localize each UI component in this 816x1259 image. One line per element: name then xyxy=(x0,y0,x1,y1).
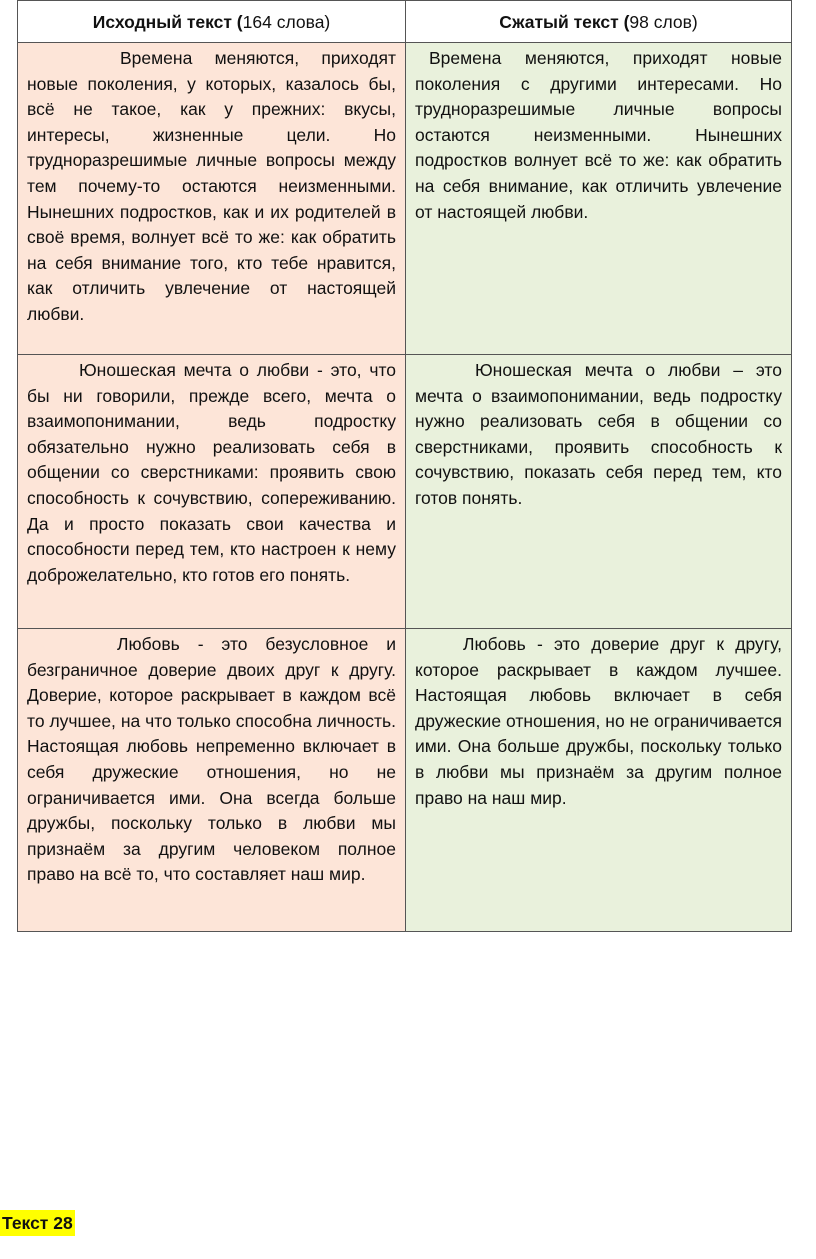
table-row xyxy=(18,355,792,629)
header-compressed-count: 98 слов) xyxy=(629,11,698,32)
header-compressed-label: Сжатый текст ( xyxy=(499,11,630,32)
header-original-label: Исходный текст ( xyxy=(92,11,243,32)
comparison-table xyxy=(17,0,792,932)
table-row xyxy=(18,629,792,932)
compressed-paragraph-1: Времена меняются, приходят новые поколения с другими интересами. Но трудноразрешимые личные вопросы остаются неизменными. Нынешних подростков волнует всё то же: как обратить на себя внимание, как отличить увлечение от настоящей любви. xyxy=(415,48,782,222)
table-row xyxy=(18,43,792,355)
header-original-count: 164 слова) xyxy=(242,11,331,32)
original-text-cell xyxy=(18,355,406,629)
compressed-text-cell xyxy=(406,629,792,932)
header-row xyxy=(18,1,792,43)
original-paragraph-1: Времена меняются, приходят новые поколения, у которых, казалось бы, всё не такое, как у прежних: вкусы, интересы, жизненные цели. Но трудноразрешимые личные вопросы между тем почему-то остаются неизменными. Нынешних подростков, как и их родителей в своё время, волнует всё то же: как обратить на себя внимание того, кто тебе нравится, как отличить увлечение от настоящей любви. xyxy=(27,48,396,324)
compressed-paragraph-3: Любовь - это доверие друг к другу, которое раскрывает в каждом лучшее. Настоящая любовь включает в себя дружеские отношения, но не ограничивается ими. Она больше дружбы, поскольку только в любви мы признаём за другим полное право на наш мир. xyxy=(415,634,782,808)
original-paragraph-2: Юношеская мечта о любви - это, что бы ни говорили, прежде всего, мечта о взаимопонимании, ведь подростку обязательно нужно реализовать себя в общении со сверстниками: проявить свою способность к сочувствию, сопереживанию. Да и просто показать свои качества и способности перед тем, кто настроен к нему доброжелательно, кто готов его понять. xyxy=(27,360,396,585)
original-paragraph-3: Любовь - это безусловное и безграничное доверие двоих друг к другу. Доверие, которое раскрывает в каждом всё то лучшее, на что только способна личность. Настоящая любовь непременно включает в себя дружеские отношения, но не ограничивается ими. Она всегда больше дружбы, поскольку только в любви мы признаём за другим человеком полное право на всё то, что составляет наш мир. xyxy=(27,634,396,885)
text-number-label: Текст 28 xyxy=(0,1210,75,1236)
original-text-cell xyxy=(18,43,406,355)
compressed-text-cell xyxy=(406,355,792,629)
header-compressed xyxy=(406,1,792,43)
compressed-paragraph-2: Юношеская мечта о любви – это мечта о взаимопонимании, ведь подростку нужно реализовать себя в общении со сверстниками, проявить способность к сочувствию, показать себя перед тем, кто готов понять. xyxy=(415,360,782,508)
compressed-text-cell xyxy=(406,43,792,355)
original-text-cell xyxy=(18,629,406,932)
header-original xyxy=(18,1,406,43)
